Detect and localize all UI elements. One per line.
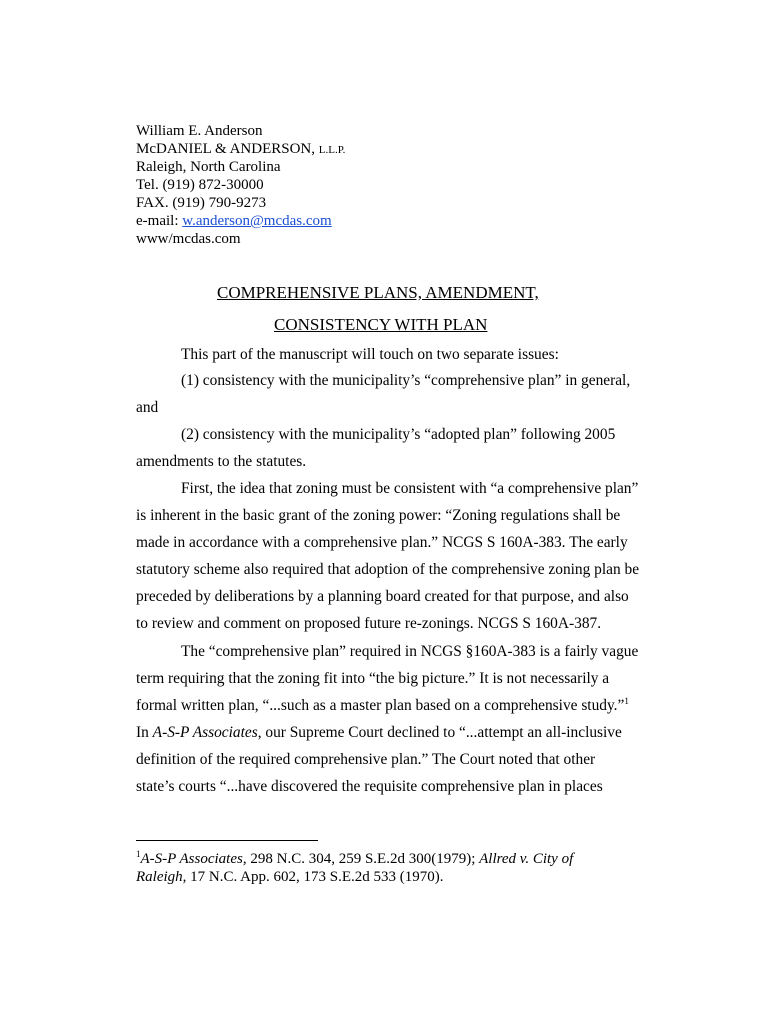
body-line: to review and comment on proposed future re-zonings. NCGS S 160A-387.: [136, 615, 602, 632]
footnote-case-2a: Allred v. City of: [479, 851, 574, 867]
footnote-line-2: [136, 868, 444, 886]
footnote-reference[interactable]: 1: [624, 695, 629, 706]
firm-name: [136, 140, 345, 159]
website: www/mcdas.com: [136, 231, 241, 247]
title-line-1: COMPREHENSIVE PLANS, AMENDMENT,: [217, 283, 539, 302]
footnote-marker: 1: [136, 849, 141, 859]
footnote-case-2b: Raleigh: [136, 869, 183, 885]
case-name: A-S-P Associates: [152, 724, 258, 741]
body-line-case: [136, 724, 622, 742]
email-link[interactable]: w.anderson@mcdas.com: [182, 213, 332, 229]
footnote-case-1: A-S-P Associates: [140, 851, 243, 867]
firm-city: Raleigh, North Carolina: [136, 159, 281, 175]
firm-suffix: L.L.P.: [318, 144, 346, 156]
footnote-separator: [136, 840, 318, 841]
body-line: statutory scheme also required that adoption of the comprehensive zoning plan be: [136, 561, 640, 578]
fax: FAX. (919) 790-9273: [136, 195, 267, 211]
body-line-text: formal written plan, “...such as a master plan based on a comprehensive study.”: [136, 697, 625, 714]
telephone: Tel. (919) 872-30000: [136, 177, 264, 193]
body-line: (1) consistency with the municipality’s “comprehensive plan” in general,: [181, 372, 631, 389]
footnote-citation-1: , 298 N.C. 304, 259 S.E.2d 300(1979);: [242, 851, 480, 867]
body-line: is inherent in the basic grant of the zoning power: “Zoning regulations shall be: [136, 507, 621, 524]
body-line-footnote-ref: [136, 697, 629, 715]
body-line: state’s courts “...have discovered the requisite comprehensive plan in places: [136, 778, 603, 795]
firm-name-text: McDANIEL & ANDERSON,: [136, 141, 316, 157]
email-label: e-mail:: [136, 213, 183, 229]
body-line-prefix: In: [136, 724, 153, 741]
body-line: The “comprehensive plan” required in NCGS §160A-383 is a fairly vague: [181, 643, 639, 660]
body-line: and: [136, 399, 159, 416]
author-name: William E. Anderson: [136, 123, 263, 139]
body-line: preceded by deliberations by a planning board created for that purpose, and also: [136, 588, 629, 605]
email-line: [136, 212, 332, 230]
body-line: (2) consistency with the municipality’s “adopted plan” following 2005: [181, 426, 616, 443]
body-line: This part of the manuscript will touch on two separate issues:: [181, 346, 559, 363]
body-line: First, the idea that zoning must be consistent with “a comprehensive plan”: [181, 480, 639, 497]
body-line-suffix: , our Supreme Court declined to “...attempt an all-inclusive: [257, 724, 622, 741]
body-line: definition of the required comprehensive plan.” The Court noted that other: [136, 751, 596, 768]
body-line: made in accordance with a comprehensive plan.” NCGS S 160A-383. The early: [136, 534, 628, 551]
body-line: term requiring that the zoning fit into “the big picture.” It is not necessarily a: [136, 670, 610, 687]
footnote-line-1: [136, 850, 573, 868]
title-line-2: CONSISTENCY WITH PLAN: [274, 315, 488, 334]
footnote-citation-2: , 17 N.C. App. 602, 173 S.E.2d 533 (1970).: [182, 869, 444, 885]
body-line: amendments to the statutes.: [136, 453, 307, 470]
